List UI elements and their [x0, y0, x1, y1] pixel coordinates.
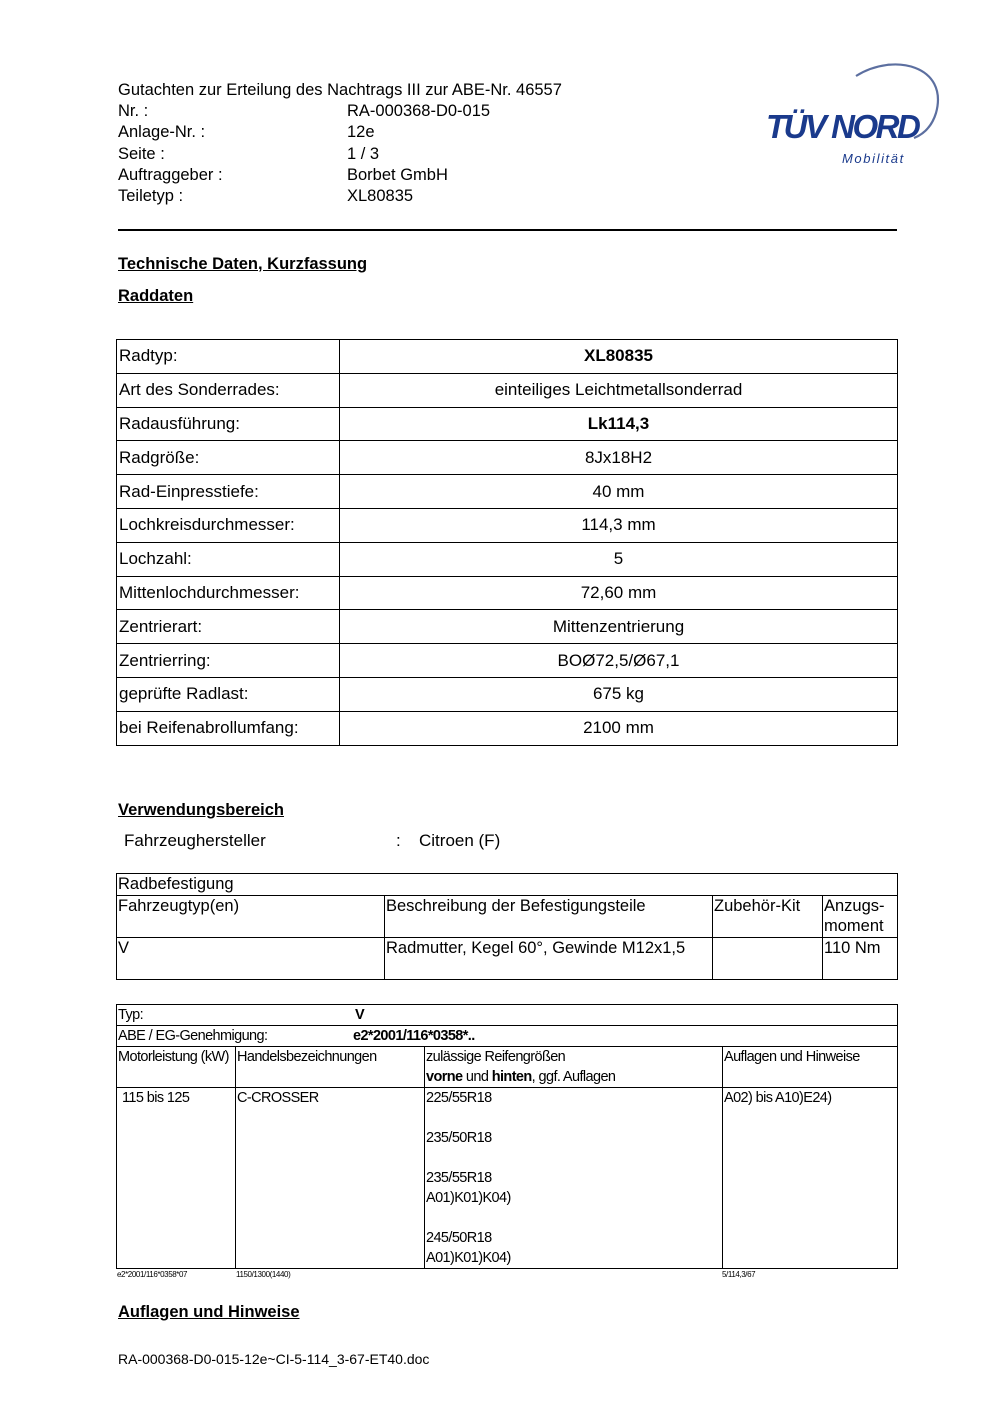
typ-row	[117, 1005, 898, 1026]
raddaten-label: Zentrierring:	[117, 644, 340, 678]
raddaten-table	[116, 339, 898, 746]
header-value: 12e	[347, 123, 375, 141]
raddaten-value: 8Jx18H2	[340, 441, 898, 475]
cell-beschreibung: Radmutter, Kegel 60°, Gewinde M12x1,5	[385, 938, 713, 980]
cell-zubehoer-kit	[713, 938, 823, 980]
raddaten-label: Radtyp:	[117, 340, 340, 374]
table-row	[117, 340, 898, 374]
reifen-item: 225/55R18	[426, 1090, 492, 1106]
cell-motorleistung: 115 bis 125	[117, 1088, 236, 1269]
header-label: Seite :	[118, 145, 165, 163]
table-row	[117, 576, 898, 610]
raddaten-value: 72,60 mm	[340, 576, 898, 610]
section-verwendungsbereich: Verwendungsbereich	[118, 801, 284, 819]
fahrzeughersteller-label: Fahrzeughersteller	[124, 831, 266, 850]
raddaten-value: BOØ72,5/Ø67,1	[340, 644, 898, 678]
raddaten-value: 2100 mm	[340, 711, 898, 745]
table-row	[117, 441, 898, 475]
table-row	[117, 610, 898, 644]
raddaten-label: Radausführung:	[117, 407, 340, 441]
table-header-row	[117, 1047, 898, 1088]
fahrzeughersteller-value: Citroen (F)	[419, 831, 501, 850]
raddaten-value: 40 mm	[340, 475, 898, 509]
cell-auflagen: A02) bis A10)E24)	[723, 1088, 898, 1269]
col-reifengroessen	[425, 1047, 723, 1088]
reifen-header-line2	[426, 1067, 721, 1087]
table-row	[117, 711, 898, 745]
radbefestigung-title: Radbefestigung	[117, 874, 898, 896]
reifen-auflage: A01)K01)K04)	[426, 1190, 511, 1206]
header-label: Nr. :	[118, 102, 149, 120]
fahrzeug-typ-table	[116, 1004, 898, 1269]
reifen-item: 235/55R18	[426, 1170, 492, 1186]
cell-fahrzeugtyp: V	[117, 938, 385, 980]
raddaten-value: Lk114,3	[340, 407, 898, 441]
fahrzeughersteller-separator: :	[396, 831, 401, 850]
table-row	[117, 542, 898, 576]
col-motorleistung: Motorleistung (kW)	[117, 1047, 236, 1088]
raddaten-value: 114,3 mm	[340, 508, 898, 542]
raddaten-value: einteiliges Leichtmetallsonderrad	[340, 373, 898, 407]
table-row	[117, 1026, 898, 1047]
table-row	[117, 1005, 898, 1026]
header-label: Teiletyp :	[118, 187, 184, 205]
footnote-lochkreis: 5/114,3/67	[722, 1270, 756, 1279]
raddaten-label: bei Reifenabrollumfang:	[117, 711, 340, 745]
reifen-item: 235/50R18	[426, 1130, 492, 1146]
cell-reifengroessen	[425, 1088, 723, 1269]
col-fahrzeugtyp: Fahrzeugtyp(en)	[117, 896, 385, 938]
cell-handelsbezeichnung: C-CROSSER	[236, 1088, 425, 1269]
col-auflagen-hinweise: Auflagen und Hinweise	[723, 1047, 898, 1088]
header-divider	[118, 229, 897, 231]
header-value: Borbet GmbH	[347, 166, 448, 184]
logo-brand: TÜV NORD	[766, 108, 919, 145]
raddaten-label: geprüfte Radlast:	[117, 677, 340, 711]
header-value: 1 / 3	[347, 145, 380, 163]
reifen-header-auflagen: , ggf. Auflagen	[531, 1069, 616, 1085]
section-technische-daten: Technische Daten, Kurzfassung	[118, 255, 368, 273]
raddaten-label: Radgröße:	[117, 441, 340, 475]
raddaten-label: Zentrierart:	[117, 610, 340, 644]
section-auflagen-hinweise: Auflagen und Hinweise	[118, 1303, 300, 1321]
raddaten-label: Art des Sonderrades:	[117, 373, 340, 407]
footnote-gewicht: 1150/1300(1440)	[236, 1270, 291, 1279]
raddaten-label: Lochkreisdurchmesser:	[117, 508, 340, 542]
header-label: Auftraggeber :	[118, 166, 223, 184]
section-raddaten: Raddaten	[118, 287, 194, 305]
raddaten-label: Mittenlochdurchmesser:	[117, 576, 340, 610]
reifen-auflage: A01)K01)K04)	[426, 1250, 511, 1266]
table-row	[117, 644, 898, 678]
raddaten-value: 5	[340, 542, 898, 576]
reifen-header-vorne: vorne	[426, 1069, 463, 1085]
reifen-header-line1: zulässige Reifengrößen	[426, 1049, 566, 1065]
raddaten-value: Mittenzentrierung	[340, 610, 898, 644]
cell-anzugsmoment: 110 Nm	[823, 938, 898, 980]
table-row	[117, 508, 898, 542]
table-row	[117, 475, 898, 509]
typ-value: V	[355, 1007, 365, 1023]
table-header-row	[117, 896, 898, 938]
tuev-nord-logo	[764, 58, 944, 173]
radbefestigung-table	[116, 873, 898, 980]
header-value: XL80835	[347, 187, 414, 205]
document-footer-filename: RA-000368-D0-015-12e~CI-5-114_3-67-ET40.doc	[118, 1351, 430, 1367]
raddaten-value: 675 kg	[340, 677, 898, 711]
table-row	[117, 1088, 898, 1269]
table-row	[117, 373, 898, 407]
logo-subtitle: Mobilität	[842, 151, 905, 166]
reifen-header-und: und	[462, 1069, 492, 1085]
col-zubehoer-kit: Zubehör-Kit	[713, 896, 823, 938]
typ-label: Typ:	[118, 1007, 143, 1023]
table-row	[117, 938, 898, 980]
reifen-header-hinten: hinten	[491, 1069, 532, 1085]
document-title: Gutachten zur Erteilung des Nachtrags III zur ABE-Nr. 46557	[118, 81, 562, 99]
reifen-item: 245/50R18	[426, 1230, 492, 1246]
col-anzugsmoment: Anzugs-moment	[823, 896, 898, 938]
raddaten-label: Lochzahl:	[117, 542, 340, 576]
abe-row	[117, 1026, 898, 1047]
header-label: Anlage-Nr. :	[118, 123, 206, 141]
table-row	[117, 677, 898, 711]
raddaten-label: Rad-Einpresstiefe:	[117, 475, 340, 509]
table-row	[117, 874, 898, 896]
footnote-abe: e2*2001/116*0358*07	[117, 1270, 188, 1279]
table-row	[117, 407, 898, 441]
raddaten-value: XL80835	[340, 340, 898, 374]
col-beschreibung: Beschreibung der Befestigungsteile	[385, 896, 713, 938]
header-value: RA-000368-D0-015	[347, 102, 491, 120]
abe-value: e2*2001/116*0358*..	[353, 1028, 475, 1044]
col-handelsbezeichnungen: Handelsbezeichnungen	[236, 1047, 425, 1088]
abe-label: ABE / EG-Genehmigung:	[118, 1028, 268, 1044]
